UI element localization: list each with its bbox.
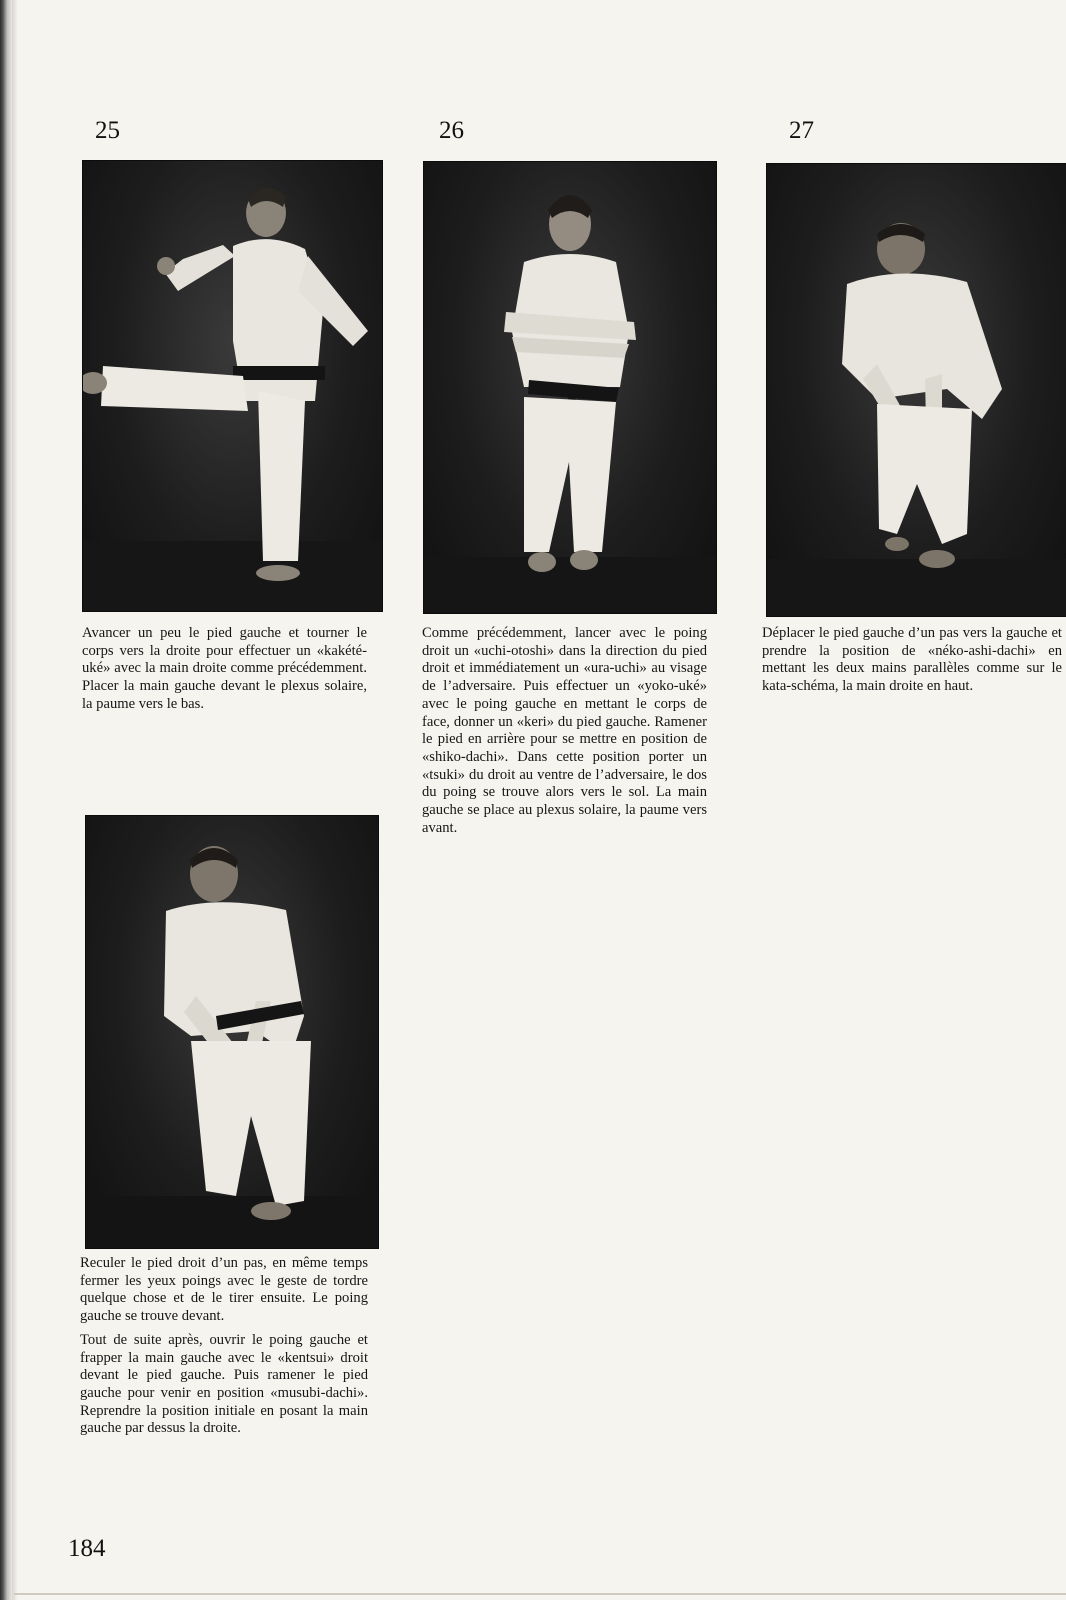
step-27-number: 27 [789, 117, 814, 144]
karateka-guard-figure [424, 162, 716, 613]
book-binding-edge [0, 0, 12, 1600]
step-25-photo [82, 160, 383, 612]
step-26-caption [422, 625, 707, 837]
karateka-cat-stance-figure [767, 164, 1066, 616]
final-step-caption [80, 1255, 368, 1438]
step-26-number: 26 [439, 117, 464, 144]
step-27-caption [762, 625, 1062, 696]
final-step-caption-text-1: Reculer le pied droit d’un pas, en même temps fermer les yeux poings avec le geste de tordre quelque chose et de le tirer ensuite. Le poing gauche se trouve devant. [80, 1255, 368, 1325]
step-27-photo [766, 163, 1066, 617]
page-number: 184 [68, 1535, 106, 1562]
step-25-number: 25 [95, 117, 120, 144]
page-fold-shadow [12, 0, 18, 1600]
page-bottom-edge [14, 1593, 1066, 1595]
karateka-musubi-dachi-figure [86, 816, 378, 1248]
final-step-photo [85, 815, 379, 1249]
step-27-caption-text: Déplacer le pied gauche d’un pas vers la gauche et prendre la position de «néko-ashi-dachi» en mettant les deux mains parallèles comme sur le kata-schéma, la main droite en haut. [762, 625, 1062, 695]
step-26-caption-text: Comme précédemment, lancer avec le poing droit un «uchi-otoshi» dans la direction du pied droit et immédiatement un «ura-uchi» au visage de l’adversaire. Puis effectuer un «yoko-uké» avec le poing gauche en mettant le corps de face, donner un «keri» du pied gauche. Ramener le pied en arrière pour se mettre en position de «shiko-dachi». Dans cette position porter un «tsuki» du droit au ventre de l’adversaire, le dos du poing se trouve alors vers le sol. La main gauche se place au plexus solaire, la paume vers avant. [422, 625, 707, 836]
step-25-caption [82, 625, 367, 714]
step-25-caption-text: Avancer un peu le pied gauche et tourner le corps vers la droite pour effectuer un «kakété-uké» avec la main droite comme précédemment. Placer la main gauche devant le plexus solaire, la paume vers le bas. [82, 625, 367, 712]
step-26-photo [423, 161, 717, 614]
karateka-kick-figure [83, 161, 382, 611]
final-step-caption-text-2: Tout de suite après, ouvrir le poing gauche et frapper la main gauche avec le «kentsui» droit devant le pied gauche. Puis ramener le pied gauche pour venir en position «musubi-dachi». Reprendre la position initiale en posant la main gauche par dessus la droite. [80, 1331, 368, 1437]
